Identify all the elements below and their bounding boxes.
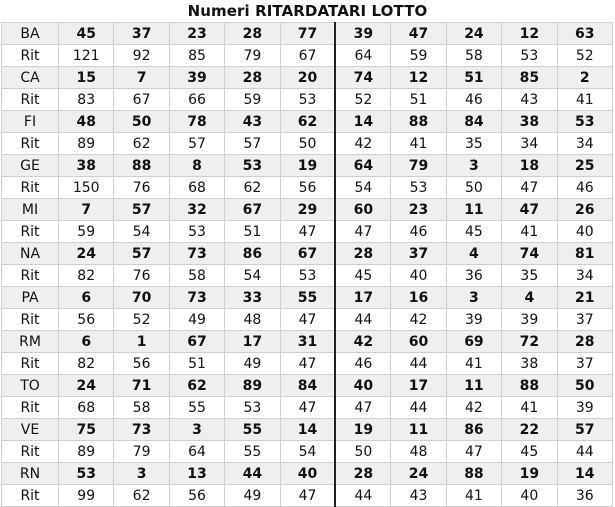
delay-value-cell: 34 — [557, 133, 612, 155]
delay-row-na — [2, 265, 613, 287]
delay-value-cell: 34 — [502, 133, 557, 155]
wheel-label: GE — [2, 155, 59, 177]
delay-row-ca — [2, 89, 613, 111]
delay-label: Rit — [2, 177, 59, 199]
delay-value-cell: 47 — [335, 397, 390, 419]
delay-value-cell: 68 — [169, 177, 224, 199]
delay-value-cell: 83 — [59, 89, 114, 111]
late-number-cell: 40 — [280, 463, 335, 485]
delay-value-cell: 56 — [59, 309, 114, 331]
wheel-label: VE — [2, 419, 59, 441]
late-number-cell: 44 — [225, 463, 280, 485]
delay-value-cell: 48 — [225, 309, 280, 331]
delay-value-cell: 34 — [557, 265, 612, 287]
delay-value-cell: 47 — [502, 177, 557, 199]
delay-value-cell: 67 — [114, 89, 169, 111]
late-number-cell: 24 — [446, 23, 501, 45]
wheel-row-na — [2, 243, 613, 265]
late-number-cell: 89 — [225, 375, 280, 397]
delay-value-cell: 41 — [446, 485, 501, 507]
delay-label: Rit — [2, 265, 59, 287]
delay-value-cell: 47 — [280, 485, 335, 507]
delay-value-cell: 49 — [169, 309, 224, 331]
delay-row-ve — [2, 441, 613, 463]
late-number-cell: 84 — [280, 375, 335, 397]
delay-value-cell: 82 — [59, 353, 114, 375]
late-number-cell: 7 — [114, 67, 169, 89]
delay-value-cell: 64 — [169, 441, 224, 463]
delay-value-cell: 89 — [59, 133, 114, 155]
delay-value-cell: 44 — [335, 485, 390, 507]
delay-value-cell: 39 — [557, 397, 612, 419]
delay-value-cell: 66 — [169, 89, 224, 111]
wheel-row-mi — [2, 199, 613, 221]
late-number-cell: 11 — [446, 199, 501, 221]
delay-value-cell: 35 — [446, 133, 501, 155]
delay-value-cell: 59 — [391, 45, 446, 67]
late-number-cell: 57 — [114, 199, 169, 221]
delay-value-cell: 41 — [502, 397, 557, 419]
delay-value-cell: 41 — [391, 133, 446, 155]
delay-value-cell: 68 — [59, 397, 114, 419]
wheel-row-rn — [2, 463, 613, 485]
delay-value-cell: 51 — [225, 221, 280, 243]
delay-label: Rit — [2, 309, 59, 331]
delay-value-cell: 40 — [502, 485, 557, 507]
late-number-cell: 8 — [169, 155, 224, 177]
late-number-cell: 17 — [391, 375, 446, 397]
delay-value-cell: 47 — [280, 353, 335, 375]
late-number-cell: 73 — [169, 287, 224, 309]
late-number-cell: 74 — [335, 67, 390, 89]
late-number-cell: 53 — [59, 463, 114, 485]
delay-value-cell: 46 — [335, 353, 390, 375]
late-number-cell: 6 — [59, 287, 114, 309]
late-number-cell: 88 — [446, 463, 501, 485]
delay-value-cell: 47 — [280, 309, 335, 331]
delay-label: Rit — [2, 89, 59, 111]
late-number-cell: 37 — [391, 243, 446, 265]
delay-value-cell: 62 — [114, 133, 169, 155]
late-number-cell: 33 — [225, 287, 280, 309]
delay-value-cell: 79 — [114, 441, 169, 463]
late-number-cell: 39 — [335, 23, 390, 45]
wheel-row-rm — [2, 331, 613, 353]
late-number-cell: 19 — [280, 155, 335, 177]
delay-value-cell: 46 — [391, 221, 446, 243]
wheel-row-ca — [2, 67, 613, 89]
late-number-cell: 79 — [391, 155, 446, 177]
late-number-cell: 85 — [502, 67, 557, 89]
delay-value-cell: 92 — [114, 45, 169, 67]
late-number-cell: 72 — [502, 331, 557, 353]
late-number-cell: 19 — [502, 463, 557, 485]
delay-value-cell: 44 — [391, 353, 446, 375]
delay-value-cell: 89 — [59, 441, 114, 463]
delay-row-rn — [2, 485, 613, 507]
late-number-cell: 21 — [557, 287, 612, 309]
late-number-cell: 6 — [59, 331, 114, 353]
delay-value-cell: 44 — [391, 397, 446, 419]
wheel-label: TO — [2, 375, 59, 397]
late-number-cell: 12 — [391, 67, 446, 89]
late-number-cell: 63 — [557, 23, 612, 45]
late-number-cell: 23 — [169, 23, 224, 45]
late-number-cell: 71 — [114, 375, 169, 397]
delay-row-ba — [2, 45, 613, 67]
delay-value-cell: 48 — [391, 441, 446, 463]
late-number-cell: 67 — [169, 331, 224, 353]
delay-value-cell: 47 — [280, 397, 335, 419]
delay-value-cell: 40 — [391, 265, 446, 287]
delay-row-fi — [2, 133, 613, 155]
late-number-cell: 40 — [335, 375, 390, 397]
late-number-cell: 42 — [335, 331, 390, 353]
late-number-cell: 55 — [225, 419, 280, 441]
late-number-cell: 70 — [114, 287, 169, 309]
delay-value-cell: 36 — [446, 265, 501, 287]
lotto-table-body — [2, 23, 613, 507]
late-number-cell: 4 — [446, 243, 501, 265]
delay-value-cell: 59 — [225, 89, 280, 111]
delay-label: Rit — [2, 353, 59, 375]
wheel-label: MI — [2, 199, 59, 221]
delay-value-cell: 42 — [391, 309, 446, 331]
delay-value-cell: 47 — [280, 221, 335, 243]
delay-row-mi — [2, 221, 613, 243]
late-number-cell: 14 — [280, 419, 335, 441]
delay-row-pa — [2, 309, 613, 331]
delay-value-cell: 46 — [446, 89, 501, 111]
wheel-label: NA — [2, 243, 59, 265]
late-number-cell: 67 — [280, 243, 335, 265]
delay-value-cell: 47 — [335, 221, 390, 243]
delay-value-cell: 35 — [502, 265, 557, 287]
late-number-cell: 3 — [446, 287, 501, 309]
delay-value-cell: 45 — [502, 441, 557, 463]
delay-value-cell: 121 — [59, 45, 114, 67]
wheel-row-fi — [2, 111, 613, 133]
late-number-cell: 7 — [59, 199, 114, 221]
late-number-cell: 47 — [391, 23, 446, 45]
delay-value-cell: 36 — [557, 485, 612, 507]
delay-value-cell: 38 — [502, 353, 557, 375]
delay-value-cell: 85 — [169, 45, 224, 67]
delay-value-cell: 46 — [557, 177, 612, 199]
delay-label: Rit — [2, 441, 59, 463]
wheel-row-ba — [2, 23, 613, 45]
late-number-cell: 53 — [557, 111, 612, 133]
delay-value-cell: 43 — [391, 485, 446, 507]
delay-value-cell: 62 — [114, 485, 169, 507]
delay-value-cell: 58 — [114, 397, 169, 419]
late-number-cell: 3 — [169, 419, 224, 441]
late-number-cell: 22 — [502, 419, 557, 441]
late-number-cell: 50 — [557, 375, 612, 397]
delay-value-cell: 49 — [225, 353, 280, 375]
delay-value-cell: 41 — [557, 89, 612, 111]
delay-value-cell: 39 — [502, 309, 557, 331]
late-number-cell: 51 — [446, 67, 501, 89]
late-number-cell: 53 — [225, 155, 280, 177]
late-number-cell: 62 — [280, 111, 335, 133]
late-number-cell: 55 — [280, 287, 335, 309]
delay-value-cell: 54 — [335, 177, 390, 199]
delay-value-cell: 52 — [557, 45, 612, 67]
delay-row-to — [2, 397, 613, 419]
late-number-cell: 17 — [335, 287, 390, 309]
delay-value-cell: 57 — [169, 133, 224, 155]
delay-value-cell: 67 — [280, 45, 335, 67]
delay-value-cell: 53 — [391, 177, 446, 199]
late-number-cell: 28 — [335, 463, 390, 485]
late-number-cell: 62 — [169, 375, 224, 397]
page-title: Numeri RITARDATARI LOTTO — [187, 2, 428, 20]
late-number-cell: 24 — [59, 375, 114, 397]
late-number-cell: 17 — [225, 331, 280, 353]
late-number-cell: 77 — [280, 23, 335, 45]
late-number-cell: 60 — [335, 199, 390, 221]
delay-value-cell: 54 — [225, 265, 280, 287]
delay-value-cell: 64 — [335, 45, 390, 67]
late-number-cell: 74 — [502, 243, 557, 265]
delay-value-cell: 42 — [446, 397, 501, 419]
delay-value-cell: 79 — [225, 45, 280, 67]
delay-value-cell: 45 — [335, 265, 390, 287]
late-number-cell: 23 — [391, 199, 446, 221]
late-number-cell: 38 — [502, 111, 557, 133]
delay-value-cell: 55 — [169, 397, 224, 419]
late-number-cell: 64 — [335, 155, 390, 177]
delay-value-cell: 150 — [59, 177, 114, 199]
late-number-cell: 45 — [59, 23, 114, 45]
wheel-label: CA — [2, 67, 59, 89]
late-number-cell: 11 — [391, 419, 446, 441]
late-number-cell: 26 — [557, 199, 612, 221]
delay-value-cell: 57 — [225, 133, 280, 155]
delay-value-cell: 55 — [225, 441, 280, 463]
wheel-label: RN — [2, 463, 59, 485]
late-number-cell: 86 — [446, 419, 501, 441]
delay-value-cell: 76 — [114, 265, 169, 287]
late-number-cell: 11 — [446, 375, 501, 397]
wheel-label: FI — [2, 111, 59, 133]
late-number-cell: 4 — [502, 287, 557, 309]
delay-value-cell: 37 — [557, 309, 612, 331]
delay-value-cell: 39 — [446, 309, 501, 331]
late-number-cell: 28 — [225, 67, 280, 89]
late-number-cell: 18 — [502, 155, 557, 177]
late-number-cell: 88 — [391, 111, 446, 133]
late-number-cell: 39 — [169, 67, 224, 89]
late-number-cell: 28 — [225, 23, 280, 45]
delay-label: Rit — [2, 485, 59, 507]
late-number-cell: 38 — [59, 155, 114, 177]
delay-value-cell: 59 — [59, 221, 114, 243]
wheel-label: BA — [2, 23, 59, 45]
late-number-cell: 88 — [502, 375, 557, 397]
late-number-cell: 57 — [114, 243, 169, 265]
late-number-cell: 73 — [114, 419, 169, 441]
late-number-cell: 84 — [446, 111, 501, 133]
delay-value-cell: 44 — [557, 441, 612, 463]
late-number-cell: 57 — [557, 419, 612, 441]
late-number-cell: 1 — [114, 331, 169, 353]
delay-value-cell: 47 — [446, 441, 501, 463]
delay-value-cell: 50 — [335, 441, 390, 463]
late-number-cell: 12 — [502, 23, 557, 45]
late-number-cell: 19 — [335, 419, 390, 441]
delay-value-cell: 53 — [169, 221, 224, 243]
delay-value-cell: 52 — [335, 89, 390, 111]
delay-row-rm — [2, 353, 613, 375]
late-number-cell: 88 — [114, 155, 169, 177]
delay-value-cell: 53 — [225, 397, 280, 419]
delay-value-cell: 51 — [169, 353, 224, 375]
delay-value-cell: 53 — [502, 45, 557, 67]
delay-value-cell: 53 — [280, 89, 335, 111]
delay-value-cell: 51 — [391, 89, 446, 111]
late-number-cell: 31 — [280, 331, 335, 353]
delay-value-cell: 58 — [446, 45, 501, 67]
late-number-cell: 32 — [169, 199, 224, 221]
late-number-cell: 86 — [225, 243, 280, 265]
delay-value-cell: 42 — [335, 133, 390, 155]
delay-value-cell: 52 — [114, 309, 169, 331]
late-number-cell: 14 — [335, 111, 390, 133]
delay-value-cell: 99 — [59, 485, 114, 507]
delay-value-cell: 54 — [280, 441, 335, 463]
late-number-cell: 48 — [59, 111, 114, 133]
late-number-cell: 28 — [335, 243, 390, 265]
late-number-cell: 16 — [391, 287, 446, 309]
delay-label: Rit — [2, 45, 59, 67]
wheel-row-pa — [2, 287, 613, 309]
delay-label: Rit — [2, 221, 59, 243]
late-number-cell: 24 — [59, 243, 114, 265]
late-number-cell: 29 — [280, 199, 335, 221]
late-number-cell: 37 — [114, 23, 169, 45]
late-number-cell: 47 — [502, 199, 557, 221]
delay-value-cell: 54 — [114, 221, 169, 243]
late-number-cell: 75 — [59, 419, 114, 441]
late-number-cell: 3 — [446, 155, 501, 177]
delay-value-cell: 76 — [114, 177, 169, 199]
late-number-cell: 14 — [557, 463, 612, 485]
late-number-cell: 28 — [557, 331, 612, 353]
delay-value-cell: 50 — [446, 177, 501, 199]
delay-value-cell: 44 — [335, 309, 390, 331]
delay-value-cell: 49 — [225, 485, 280, 507]
wheel-row-ge — [2, 155, 613, 177]
late-number-cell: 2 — [557, 67, 612, 89]
delay-value-cell: 58 — [169, 265, 224, 287]
late-number-cell: 20 — [280, 67, 335, 89]
late-number-cell: 67 — [225, 199, 280, 221]
delay-value-cell: 53 — [280, 265, 335, 287]
late-number-cell: 50 — [114, 111, 169, 133]
late-number-cell: 25 — [557, 155, 612, 177]
late-number-cell: 60 — [391, 331, 446, 353]
late-number-cell: 15 — [59, 67, 114, 89]
delay-value-cell: 50 — [280, 133, 335, 155]
late-number-cell: 24 — [391, 463, 446, 485]
delay-value-cell: 45 — [446, 221, 501, 243]
late-number-cell: 78 — [169, 111, 224, 133]
delay-value-cell: 56 — [169, 485, 224, 507]
delay-value-cell: 56 — [114, 353, 169, 375]
wheel-row-ve — [2, 419, 613, 441]
delay-value-cell: 82 — [59, 265, 114, 287]
late-number-cell: 43 — [225, 111, 280, 133]
late-number-cell: 69 — [446, 331, 501, 353]
delay-value-cell: 40 — [557, 221, 612, 243]
delay-value-cell: 41 — [502, 221, 557, 243]
delay-value-cell: 62 — [225, 177, 280, 199]
wheel-label: PA — [2, 287, 59, 309]
delay-label: Rit — [2, 133, 59, 155]
lotto-table — [1, 22, 613, 507]
wheel-label: RM — [2, 331, 59, 353]
late-number-cell: 13 — [169, 463, 224, 485]
late-number-cell: 73 — [169, 243, 224, 265]
wheel-row-to — [2, 375, 613, 397]
delay-value-cell: 43 — [502, 89, 557, 111]
delay-value-cell: 56 — [280, 177, 335, 199]
delay-label: Rit — [2, 397, 59, 419]
late-number-cell: 3 — [114, 463, 169, 485]
late-number-cell: 81 — [557, 243, 612, 265]
delay-value-cell: 37 — [557, 353, 612, 375]
delay-value-cell: 41 — [446, 353, 501, 375]
delay-row-ge — [2, 177, 613, 199]
